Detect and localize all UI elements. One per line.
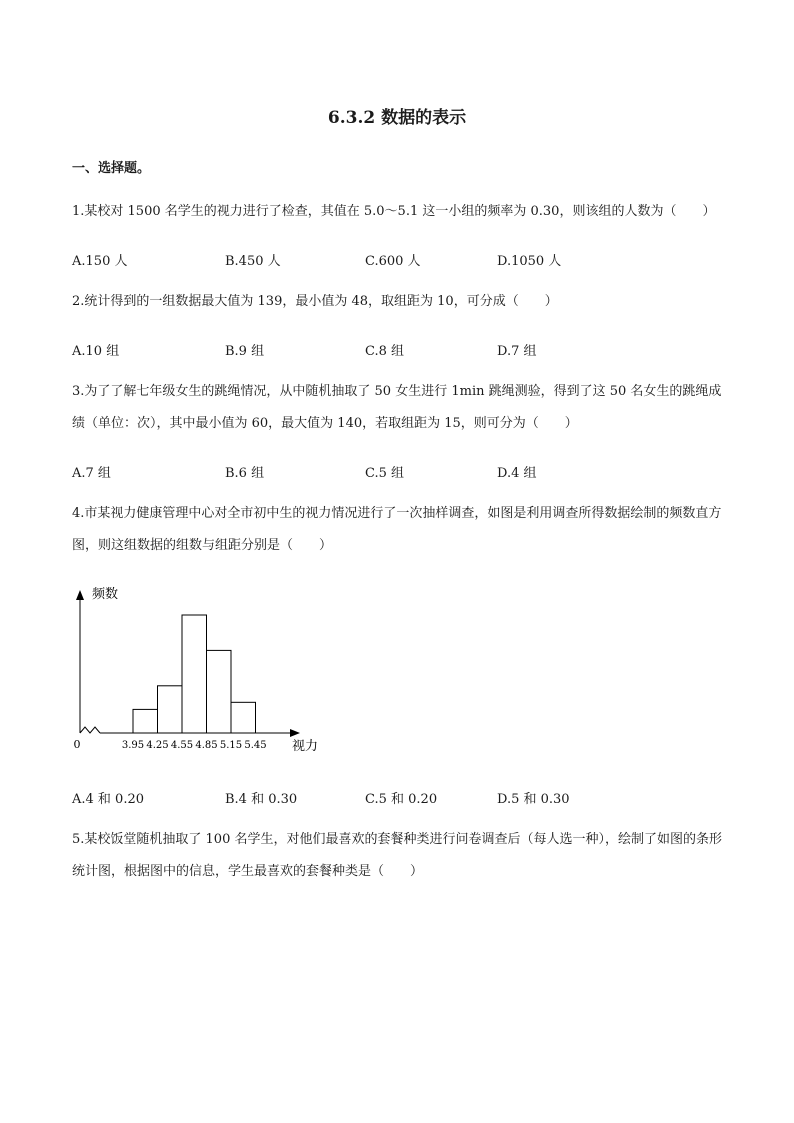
x-axis-arrow [290,729,300,737]
question-2-text: 2.统计得到的一组数据最大值为 139，最小值为 48，取组距为 10，可分成（ ） [72,294,558,309]
q4-option-c: C.5 和 0.20 [365,792,438,807]
histogram-figure [72,580,342,764]
q2-option-a: A.10 组 [72,344,120,359]
q3-option-c: C.5 组 [365,466,405,481]
x-tick-label: 4.25 [146,740,169,751]
histogram-chart [72,580,342,760]
question-5-text: 5.某校饭堂随机抽取了 100 名学生，对他们最喜欢的套餐种类进行问卷调查后（每人选一种），绘制了如图的条形统计图，根据图中的信息，学生最喜欢的套餐种类是（ ） [72,832,722,879]
q1-option-c: C.600 人 [365,254,421,269]
question-1-text: 1.某校对 1500 名学生的视力进行了检查，其值在 5.0～5.1 这一小组的频率为 0.30，则该组的人数为（ ） [72,204,716,219]
q2-option-c: C.8 组 [365,344,405,359]
y-axis-label: 频数 [92,587,119,602]
question-3-text: 3.为了了解七年级女生的跳绳情况，从中随机抽取了 50 女生进行 1min 跳绳测验，得到了这 50 名女生的跳绳成绩（单位：次），其中最小值为 60，最大值为 140，若取组距为 15，则可分为（ ） [72,384,722,431]
histogram-bar [182,615,207,733]
q2-option-d: D.7 组 [497,344,537,359]
question-4-text: 4.市某视力健康管理中心对全市初中生的视力情况进行了一次抽样调查，如图是利用调查所得数据绘制的频数直方图，则这组数据的组数与组距分别是（ ） [72,506,722,553]
q3-option-a: A.7 组 [72,466,111,481]
q3-option-d: D.4 组 [497,466,537,481]
q1-option-b: B.450 人 [225,254,281,269]
x-tick-label: 4.85 [195,740,218,751]
q3-option-b: B.6 组 [225,466,265,481]
question-2-options [72,340,724,360]
page-title: 6.3.2 数据的表示 [327,108,467,128]
x-tick-label: 4.55 [170,740,194,751]
q4-option-b: B.4 和 0.30 [225,792,298,807]
question-1-options [72,250,724,270]
histogram-bar [207,650,232,733]
question-4-options [72,788,724,808]
q1-option-a: A.150 人 [72,254,128,269]
q2-option-b: B.9 组 [225,344,265,359]
histogram-bar [133,709,158,733]
section-heading: 一、选择题。 [72,161,151,176]
origin-label: 0 [73,738,81,751]
y-axis-arrow [76,590,84,600]
x-tick-label: 5.45 [244,740,267,751]
q4-option-a: A.4 和 0.20 [72,792,145,807]
histogram-bar [231,702,256,733]
x-tick-label: 3.95 [121,740,145,751]
x-axis-break-mark [80,727,100,733]
histogram-bar [158,686,183,733]
q4-option-d: D.5 和 0.30 [497,792,570,807]
question-3-options [72,462,724,482]
x-axis-label: 视力 [292,739,319,754]
x-tick-label: 5.15 [219,740,243,751]
q1-option-d: D.1050 人 [497,254,562,269]
